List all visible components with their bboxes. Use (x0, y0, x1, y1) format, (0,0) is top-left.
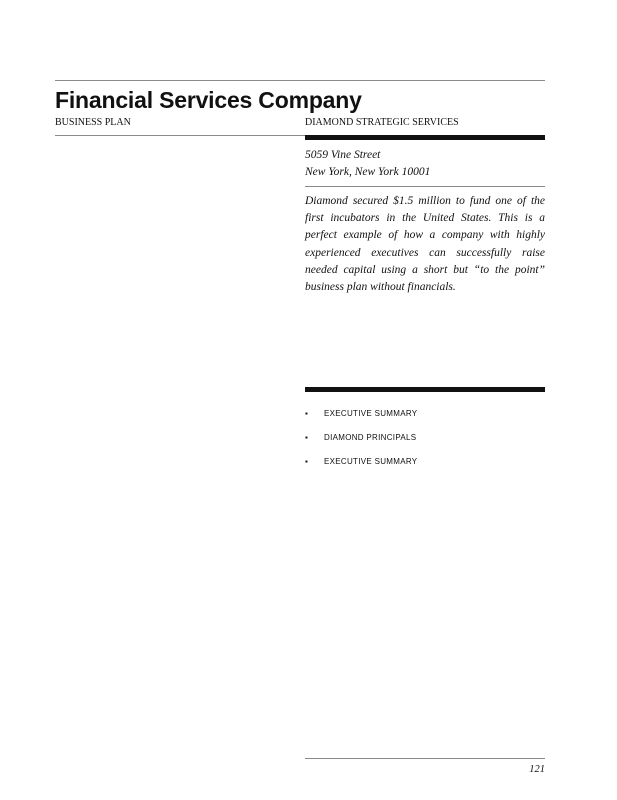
section-label-company: DIAMOND STRATEGIC SERVICES (305, 117, 459, 128)
thick-rule-contents (305, 387, 545, 392)
description-paragraph: Diamond secured $1.5 million to fund one of the first incubators in the United States. This is a perfect example of how a company with highly experienced executives can successfully raise needed capital using a short but “to the point” business plan without financials. (305, 195, 545, 294)
page-number: 121 (529, 764, 545, 775)
address-block (305, 147, 545, 181)
list-item-label: DIAMOND PRINCIPALS (324, 432, 417, 442)
footer-rule (305, 758, 545, 759)
contents-list (305, 401, 545, 473)
thick-rule-top (305, 135, 545, 140)
list-item (305, 449, 545, 473)
address-street: 5059 Vine Street (305, 149, 381, 161)
list-item (305, 401, 545, 425)
address-city: New York, New York 10001 (305, 166, 431, 178)
list-item-label: EXECUTIVE SUMMARY (324, 408, 418, 418)
top-rule (55, 80, 545, 81)
bullet-icon: ▪ (305, 456, 309, 466)
bullet-icon: ▪ (305, 408, 309, 418)
address-rule (305, 186, 545, 187)
list-item (305, 425, 545, 449)
list-item-label: EXECUTIVE SUMMARY (324, 456, 418, 466)
page-title: Financial Services Company (55, 87, 362, 113)
section-label-business-plan: BUSINESS PLAN (55, 117, 131, 128)
bullet-icon: ▪ (305, 432, 309, 442)
